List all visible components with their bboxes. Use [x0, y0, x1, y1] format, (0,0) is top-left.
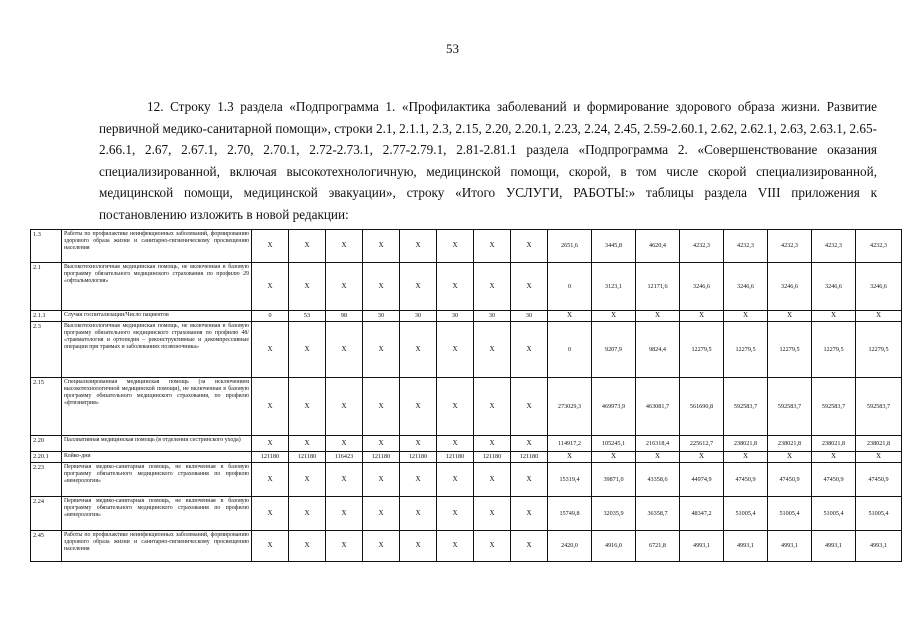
table-cell: 105245,1	[592, 436, 636, 452]
table-row	[31, 230, 902, 263]
table-cell: X	[326, 531, 363, 562]
table-cell: 4620,4	[636, 230, 680, 263]
table-cell: X	[474, 436, 511, 452]
table-cell: 43358,6	[636, 463, 680, 497]
table-cell: X	[252, 263, 289, 311]
table-cell: X	[474, 497, 511, 531]
table-cell: 47450,9	[812, 463, 856, 497]
table-cell: X	[680, 452, 724, 463]
table-cell: X	[363, 463, 400, 497]
table-cell: 4232,3	[812, 230, 856, 263]
table-row	[31, 263, 902, 311]
table-cell: 3246,6	[680, 263, 724, 311]
table-cell: X	[326, 230, 363, 263]
table-cell: 3445,8	[592, 230, 636, 263]
table-cell: X	[437, 531, 474, 562]
table-cell: 469973,9	[592, 378, 636, 436]
table-cell: X	[548, 311, 592, 322]
row-name: Высокотехнологичная медицинская помощь, не включенная в базовую программу обязательного медицинского страхования по профилю 29 «офтальмология»	[62, 263, 252, 311]
row-code: 1.3	[31, 230, 62, 263]
table-cell: X	[511, 497, 548, 531]
table-cell: 44974,9	[680, 463, 724, 497]
row-name: Работы по профилактике неинфекционных заболеваний, формированию здорового образа жизни и санитарно-гигиеническому просвещению населения	[62, 531, 252, 562]
table-cell: X	[400, 378, 437, 436]
table-cell: X	[474, 378, 511, 436]
table-cell: X	[768, 311, 812, 322]
table-cell: 121180	[511, 452, 548, 463]
table-cell: X	[437, 230, 474, 263]
table-cell: X	[400, 230, 437, 263]
table-cell: 463081,7	[636, 378, 680, 436]
table-cell: X	[289, 531, 326, 562]
row-code: 2.1.1	[31, 311, 62, 322]
table-cell: X	[289, 378, 326, 436]
table-cell: X	[363, 436, 400, 452]
table-row	[31, 531, 902, 562]
table-cell: 4232,3	[856, 230, 902, 263]
table-cell: X	[289, 497, 326, 531]
table-cell: 30	[400, 311, 437, 322]
table-cell: X	[437, 497, 474, 531]
table-cell: X	[252, 322, 289, 378]
table-cell: X	[724, 311, 768, 322]
row-name: Случаи госпитализации/Число пациентов	[62, 311, 252, 322]
table-cell: X	[437, 378, 474, 436]
table-cell: 30	[474, 311, 511, 322]
amendment-paragraph: 12. Строку 1.3 раздела «Подпрограмма 1. «Профилактика заболеваний и формирование здорового образа жизни. Развитие первичной медико-санитарной помощи», строки 2.1, 2.1.1, 2.3, 2.15, 2.20, 2.20.1, 2.23, 2.24, 2.45, 2.59-2.60.1, 2.62, 2.62.1, 2.63, 2.63.1, 2.65-2.66.1, 2.67, 2.67.1, 2.70, 2.70.1, 2.72-2.73.1, 2.77-2.79.1, 2.81-2.81.1 раздела «Подпрограмма 2. «Совершенствование оказания специализированной, включая высокотехнологичную, медицинской помощи, скорой, в том числе скорой специализированной, медицинской помощи, медицинской эвакуации», строку «Итого УСЛУГИ, РАБОТЫ:» таблицы раздела VIII приложения к постановлению изложить в новой редакции:	[99, 99, 877, 222]
table-cell: X	[474, 463, 511, 497]
table-cell: X	[400, 463, 437, 497]
table-cell: X	[400, 263, 437, 311]
table-cell: 238021,8	[812, 436, 856, 452]
table-cell: 4993,1	[680, 531, 724, 562]
table-cell: X	[437, 463, 474, 497]
table-row	[31, 436, 902, 452]
table-cell: X	[400, 531, 437, 562]
table-cell: 12279,5	[680, 322, 724, 378]
table-cell: 51005,4	[768, 497, 812, 531]
table-cell: 51005,4	[812, 497, 856, 531]
table-cell: X	[289, 230, 326, 263]
table-cell: 98	[326, 311, 363, 322]
row-code: 2.20.1	[31, 452, 62, 463]
table-row	[31, 311, 902, 322]
row-name: Первичная медико-санитарная помощь, не включенная в базовую программу обязательного медицинского страхования по профилю «венерология»	[62, 497, 252, 531]
table-cell: X	[400, 322, 437, 378]
table-cell: 2420,0	[548, 531, 592, 562]
row-code: 2.45	[31, 531, 62, 562]
table-cell: 47450,9	[768, 463, 812, 497]
table-cell: 15749,8	[548, 497, 592, 531]
table-cell: 114917,2	[548, 436, 592, 452]
row-code: 2.23	[31, 463, 62, 497]
table-cell: X	[474, 230, 511, 263]
row-code: 2.20	[31, 436, 62, 452]
data-table	[30, 229, 902, 562]
table-cell: 4916,0	[592, 531, 636, 562]
table-cell: 3246,6	[724, 263, 768, 311]
table-cell: X	[326, 322, 363, 378]
table-cell: 273029,3	[548, 378, 592, 436]
table-cell: 592583,7	[812, 378, 856, 436]
table-row	[31, 497, 902, 531]
table-cell: X	[437, 263, 474, 311]
table-cell: 30	[363, 311, 400, 322]
row-code: 2.15	[31, 378, 62, 436]
table-cell: X	[548, 452, 592, 463]
table-cell: X	[592, 311, 636, 322]
table-cell: X	[252, 531, 289, 562]
table-cell: X	[856, 452, 902, 463]
table-cell: X	[474, 531, 511, 562]
table-cell: 121180	[252, 452, 289, 463]
table-cell: 0	[548, 263, 592, 311]
table-cell: 9824,4	[636, 322, 680, 378]
table-cell: X	[289, 436, 326, 452]
row-name: Койко-дни	[62, 452, 252, 463]
row-code: 2.3	[31, 322, 62, 378]
page-number: 53	[446, 41, 459, 56]
table-cell: 32035,9	[592, 497, 636, 531]
table-cell: 121180	[289, 452, 326, 463]
row-name: Специализированная медицинская помощь (за исключением высокотехнологичной медицинской помощи), не включенная в базовую программу обязательного медицинского страхования, по профилю «фтизиатрия»	[62, 378, 252, 436]
table-cell: 0	[548, 322, 592, 378]
table-cell: X	[812, 452, 856, 463]
table-cell: 3246,6	[856, 263, 902, 311]
table-cell: 47450,9	[856, 463, 902, 497]
row-name: Паллиативная медицинская помощь (в отделении сестринского ухода)	[62, 436, 252, 452]
table-cell: 116423	[326, 452, 363, 463]
table-cell: X	[511, 263, 548, 311]
table-cell: 238021,8	[856, 436, 902, 452]
table-cell: 30	[437, 311, 474, 322]
table-cell: X	[326, 463, 363, 497]
table-cell: 6721,8	[636, 531, 680, 562]
table-cell: X	[511, 436, 548, 452]
table-cell: 3246,6	[812, 263, 856, 311]
row-name: Первичная медико-санитарная помощь, не включенная в базовую программу обязательного медицинского страхования по профилю «венерология»	[62, 463, 252, 497]
table-cell: X	[474, 322, 511, 378]
table-cell: X	[437, 436, 474, 452]
table-cell: 121180	[363, 452, 400, 463]
table-cell: X	[363, 497, 400, 531]
table-cell: 238021,8	[768, 436, 812, 452]
table-cell: X	[289, 463, 326, 497]
table-cell: X	[252, 230, 289, 263]
table-cell: 4232,3	[680, 230, 724, 263]
row-name: Высокотехнологичная медицинская помощь, не включенная в базовую программу обязательного медицинского страхования по профилю 48/ «травматология и ортопедия – реконструктивные и декомпрессивные операции при травмах и заболеваниях позвоночника»	[62, 322, 252, 378]
table-cell: 9207,9	[592, 322, 636, 378]
table-cell: 51005,4	[856, 497, 902, 531]
table-cell: 2651,6	[548, 230, 592, 263]
table-cell: X	[724, 452, 768, 463]
table-cell: X	[289, 263, 326, 311]
table-body	[31, 230, 902, 562]
table-cell: 592583,7	[856, 378, 902, 436]
table-cell: 15319,4	[548, 463, 592, 497]
table-cell: 12279,5	[724, 322, 768, 378]
table-cell: 51005,4	[724, 497, 768, 531]
table-cell: X	[511, 531, 548, 562]
table-cell: 592583,7	[768, 378, 812, 436]
table-cell: 30	[511, 311, 548, 322]
table-cell: X	[511, 463, 548, 497]
table-cell: X	[252, 497, 289, 531]
table-row	[31, 463, 902, 497]
table-cell: 121180	[474, 452, 511, 463]
table-cell: X	[680, 311, 724, 322]
table-cell: 12279,5	[856, 322, 902, 378]
table-cell: 12279,5	[768, 322, 812, 378]
table-cell: X	[363, 378, 400, 436]
table-cell: 4993,1	[856, 531, 902, 562]
table-cell: 238021,8	[724, 436, 768, 452]
table-cell: 121180	[400, 452, 437, 463]
table-cell: X	[252, 463, 289, 497]
table-cell: X	[363, 230, 400, 263]
table-cell: 3246,6	[768, 263, 812, 311]
row-code: 2.1	[31, 263, 62, 311]
table-cell: 4993,1	[724, 531, 768, 562]
table-cell: 47450,9	[724, 463, 768, 497]
table-cell: X	[511, 230, 548, 263]
table-cell: X	[363, 531, 400, 562]
table-row	[31, 322, 902, 378]
table-cell: 225612,7	[680, 436, 724, 452]
table-cell: 48347,2	[680, 497, 724, 531]
table-cell: X	[636, 452, 680, 463]
table-row	[31, 378, 902, 436]
table-cell: X	[768, 452, 812, 463]
table-cell: X	[252, 436, 289, 452]
table-cell: 4993,1	[812, 531, 856, 562]
table-row	[31, 452, 902, 463]
table-cell: 4993,1	[768, 531, 812, 562]
table-cell: X	[289, 322, 326, 378]
table-cell: X	[326, 378, 363, 436]
table-cell: 53	[289, 311, 326, 322]
table-cell: X	[252, 378, 289, 436]
table-cell: X	[326, 436, 363, 452]
table-cell: 216318,4	[636, 436, 680, 452]
table-cell: 0	[252, 311, 289, 322]
table-cell: 561690,8	[680, 378, 724, 436]
table-cell: X	[326, 497, 363, 531]
table-cell: X	[437, 322, 474, 378]
table-cell: X	[812, 311, 856, 322]
table-cell: X	[400, 436, 437, 452]
table-cell: 12171,6	[636, 263, 680, 311]
table-cell: 4232,3	[724, 230, 768, 263]
row-name: Работы по профилактике неинфекционных заболеваний, формированию здорового образа жизни и санитарно-гигиеническому просвещению населения	[62, 230, 252, 263]
row-code: 2.24	[31, 497, 62, 531]
table-cell: X	[326, 263, 363, 311]
table-cell: X	[511, 322, 548, 378]
table-cell: 4232,3	[768, 230, 812, 263]
table-cell: X	[636, 311, 680, 322]
table-cell: X	[400, 497, 437, 531]
table-cell: X	[474, 263, 511, 311]
table-cell: 592583,7	[724, 378, 768, 436]
table-cell: X	[363, 322, 400, 378]
table-cell: 3123,1	[592, 263, 636, 311]
table-cell: X	[363, 263, 400, 311]
table-cell: X	[856, 311, 902, 322]
table-cell: 121180	[437, 452, 474, 463]
table-cell: X	[592, 452, 636, 463]
table-cell: 39871,0	[592, 463, 636, 497]
table-cell: 36358,7	[636, 497, 680, 531]
table-cell: X	[511, 378, 548, 436]
table-cell: 12279,5	[812, 322, 856, 378]
